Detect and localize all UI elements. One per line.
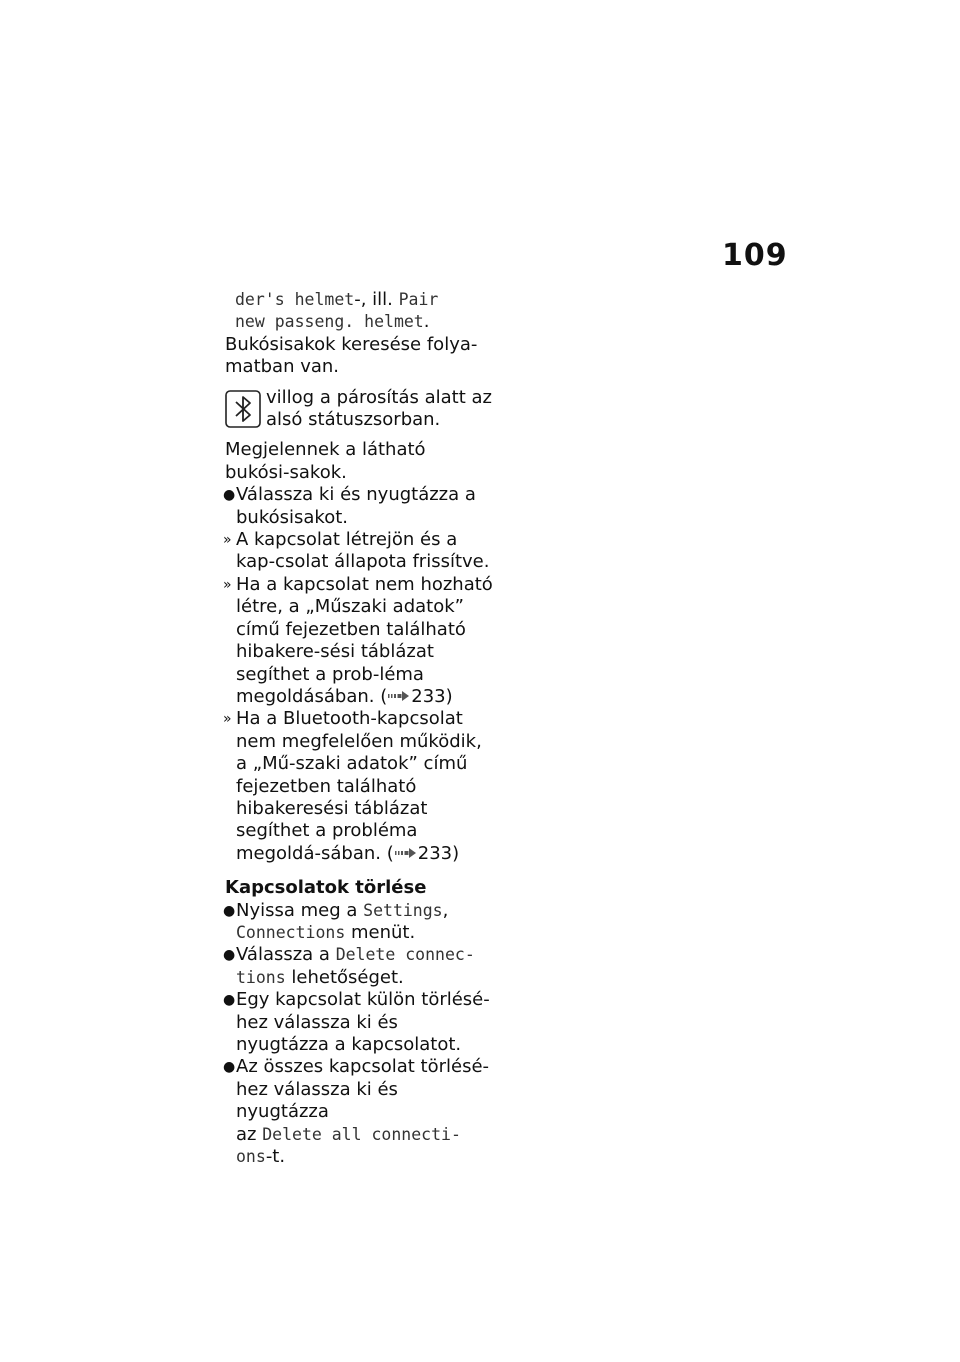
steps-list — [225, 484, 495, 865]
result-mark: » — [223, 576, 232, 593]
code-new-passenger-helmet: new passeng. helmet — [235, 312, 424, 332]
step-select-helmet: ● Válassza ki és nyugtázza a bukósisakot. — [223, 484, 476, 528]
code-delete-connections: Delete connec- — [335, 945, 475, 965]
code-pair: Pair — [398, 290, 439, 309]
result-connection-established: » A kapcsolat létrejön és a kap-csolat állapota frissítve. — [223, 529, 490, 573]
result-connection-failed: » Ha a kapcsolat nem hozható létre, a „Műszaki adatok” című fejezetben található hibakere-sési táblázat segíthet a prob-léma megoldásában. ( 233) — [223, 573, 493, 707]
section-heading: Kapcsolatok törlése — [225, 877, 427, 899]
visible-helmets-text: Megjelennek a látható bukósi-sakok. — [225, 439, 426, 483]
bluetooth-note — [225, 387, 495, 432]
code-tions: tions — [236, 967, 286, 987]
page-reference-arrow-icon — [394, 846, 418, 860]
step-select-delete-connections: ● Válassza a Delete connec- tions lehetőséget. — [223, 944, 475, 988]
bullet-mark: ● — [223, 947, 236, 964]
bluetooth-icon — [225, 390, 261, 428]
page-number: 109 — [722, 238, 788, 273]
code-ons: ons — [236, 1147, 266, 1167]
bullet-mark: ● — [223, 487, 236, 504]
step-delete-single: ● Egy kapcsolat külön törlésé-hez válassza ki és nyugtázza a kapcsolatot. — [223, 989, 490, 1055]
page-reference[interactable]: ( 233) — [386, 842, 460, 864]
bullet-mark: ● — [223, 992, 236, 1009]
delete-steps-list — [225, 900, 495, 1169]
result-mark: » — [223, 711, 232, 728]
result-mark: » — [223, 532, 232, 549]
bullet-mark: ● — [223, 1059, 236, 1076]
step-delete-all: ● Az összes kapcsolat törlésé-hez válassza ki és nyugtázza az Delete all connecti- ons-t. — [223, 1056, 490, 1168]
code-settings: Settings — [363, 900, 443, 920]
result-bluetooth-malfunction: » Ha a Bluetooth-kapcsolat nem megfelelően működik, a „Mű-szaki adatok” című fejezetben található hibakeresési táblázat segíthet a probléma megoldá-sában. ( 233) — [223, 708, 482, 864]
text-column — [225, 289, 495, 1168]
code-connections: Connections — [236, 922, 346, 942]
step-open-menu: ● Nyissa meg a Settings, Connections menüt. — [223, 899, 449, 943]
intro-line-1: der's helmet-, ill. Pair — [235, 289, 439, 310]
bluetooth-note-text: villog a párosítás alatt az alsó státuszsorban. — [266, 386, 492, 431]
searching-text: Bukósisakok keresése folya-matban van. — [225, 333, 478, 378]
code-delete-all-connections: Delete all connecti- — [262, 1124, 461, 1144]
page-reference[interactable]: ( 233) — [380, 685, 453, 707]
intro-line-2: new passeng. helmet. — [235, 311, 430, 333]
page-reference-arrow-icon — [387, 689, 411, 703]
code-riders-helmet: der's helmet — [235, 290, 355, 309]
bullet-mark: ● — [223, 902, 236, 919]
